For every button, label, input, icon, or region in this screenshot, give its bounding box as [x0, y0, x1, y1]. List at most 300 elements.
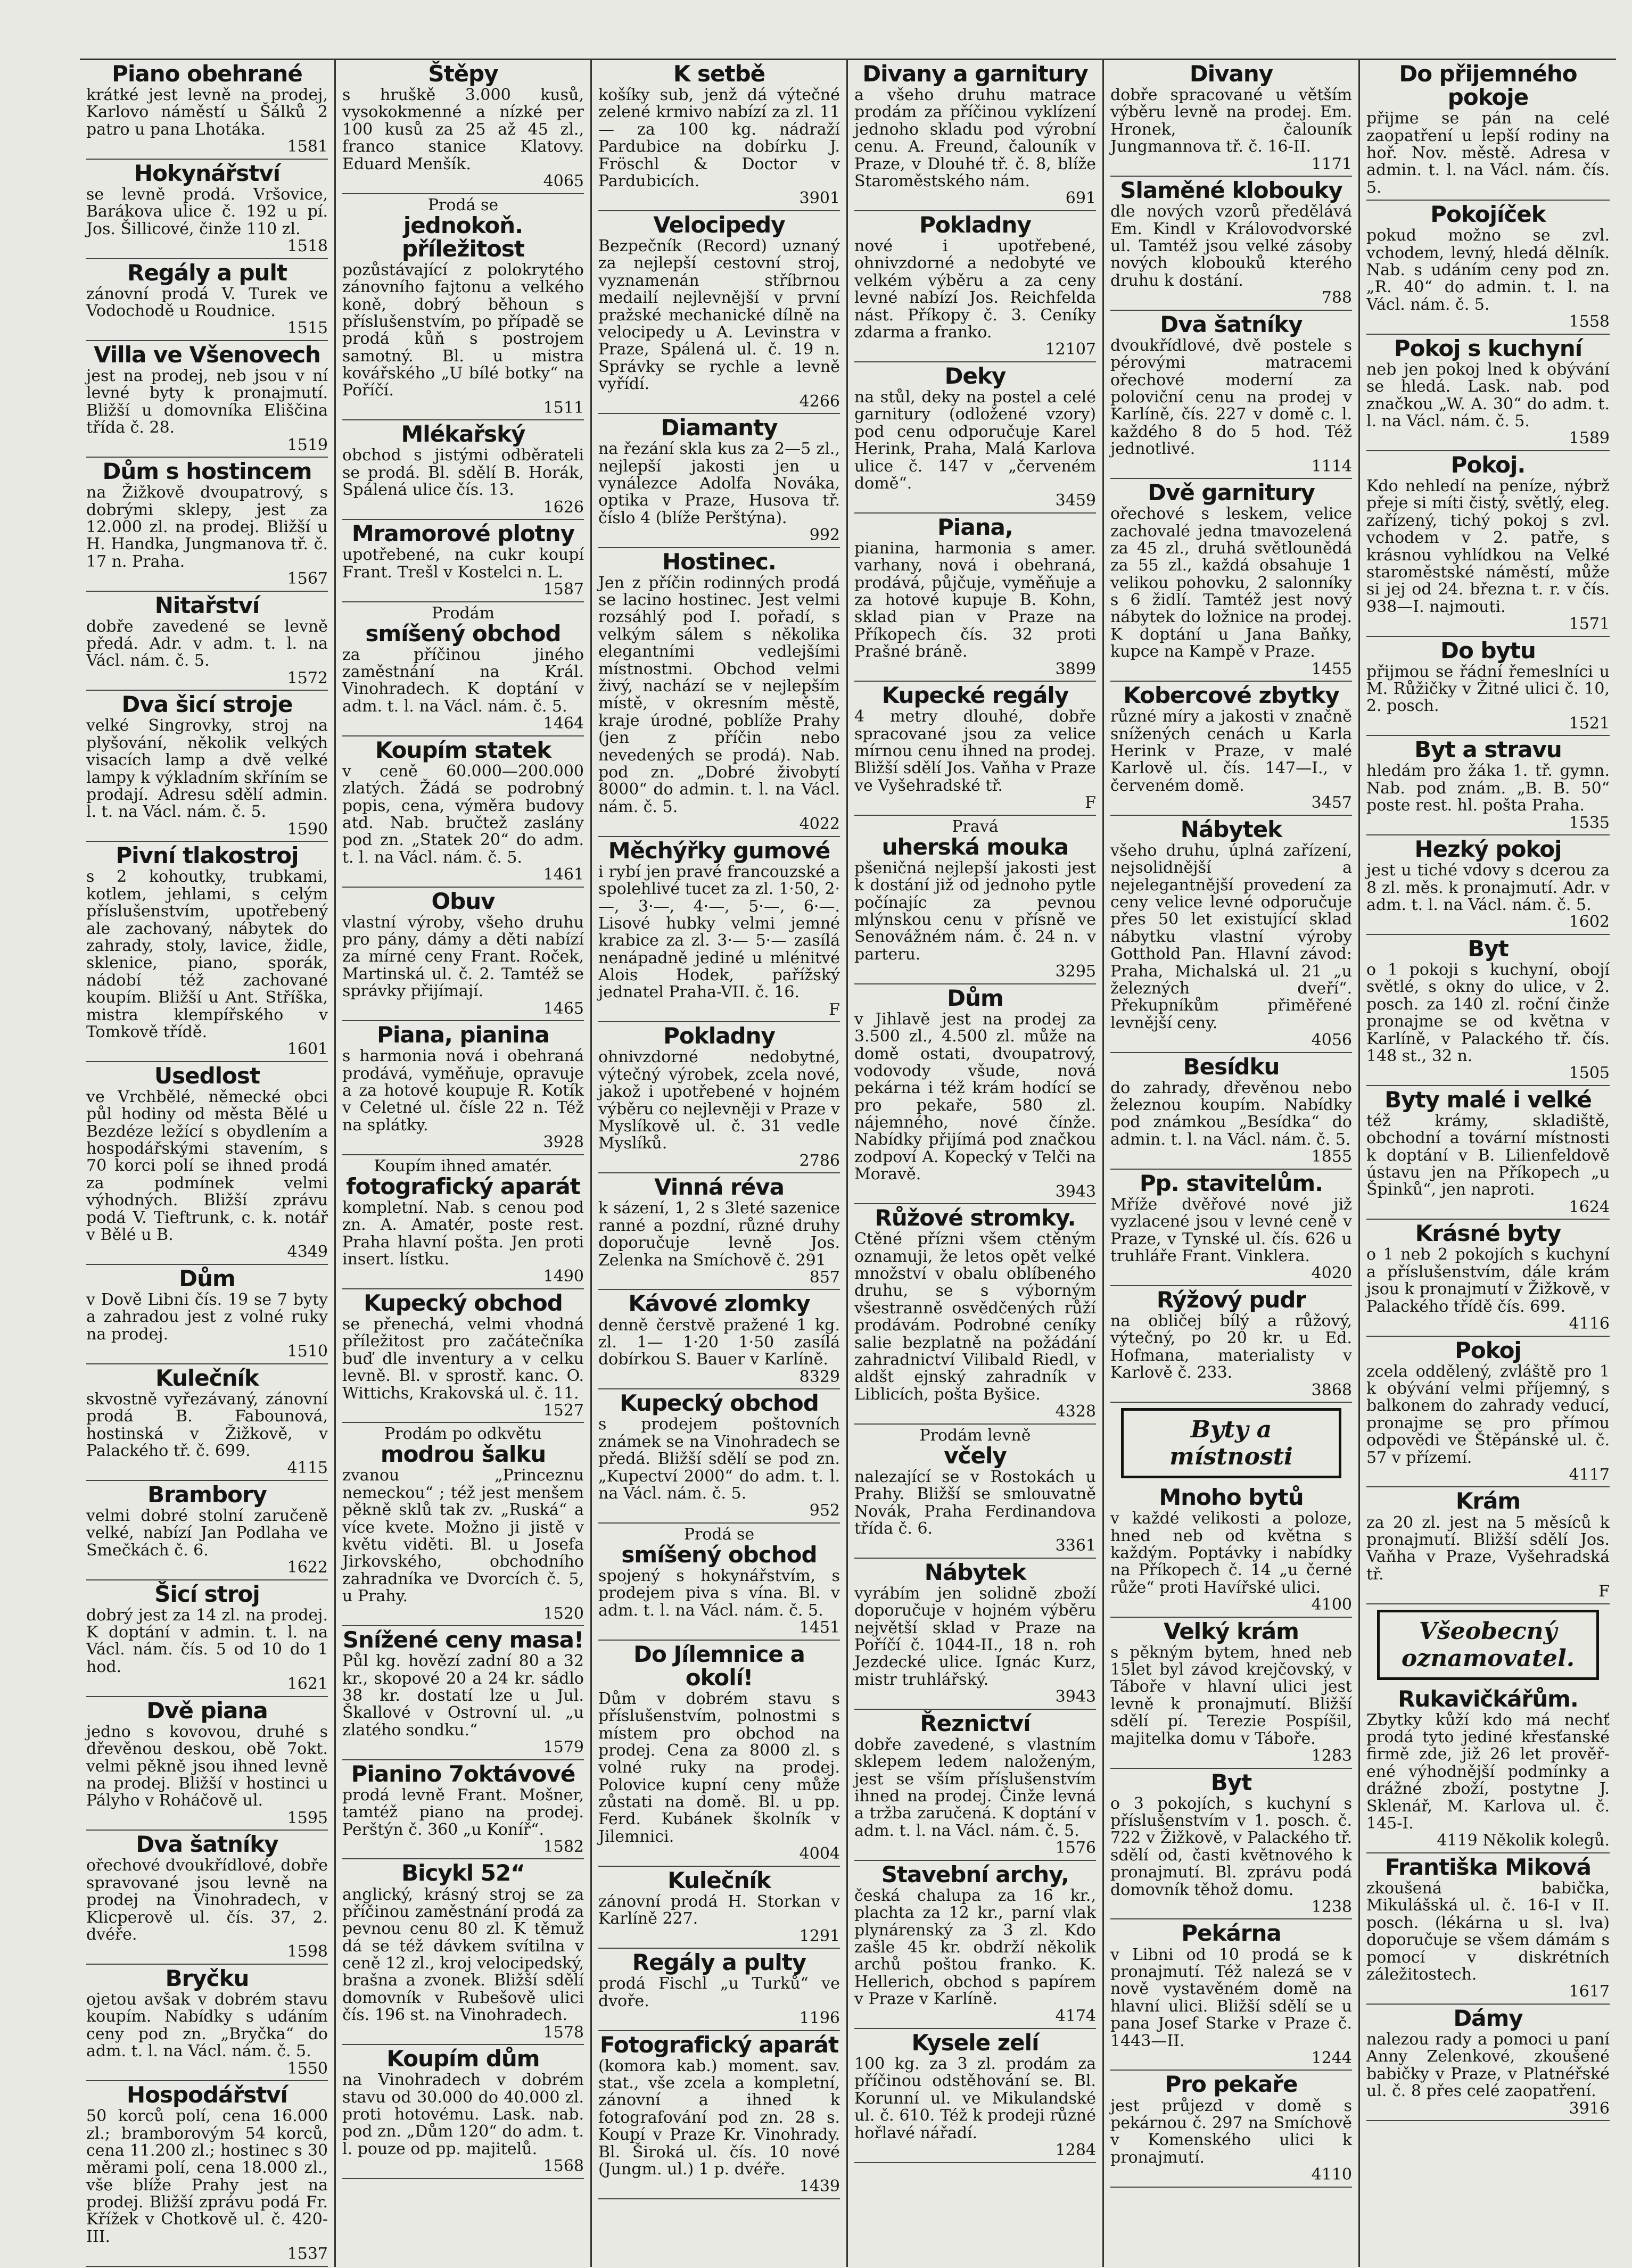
classified-ad [1366, 736, 1610, 835]
classified-ad [342, 2045, 584, 2179]
ad-title: Usedlost [154, 1062, 260, 1089]
ad-title: Brambory [147, 1481, 267, 1508]
classified-ad [1366, 1685, 1610, 1853]
ad-number: 3928 [543, 1133, 584, 1152]
ad-title: Krásné byty [1415, 1220, 1561, 1247]
ad-title: Kobercové zbytky [1123, 682, 1339, 709]
classified-ad [598, 1867, 840, 1949]
classified-ad [1366, 1487, 1610, 1604]
classified-ad [854, 362, 1096, 514]
ad-text: obchod s jistými odběrateli se prodá. Bl. sdělí B. Horák, Spálená ulice čís. 13. [342, 446, 584, 500]
ad-title: Byt [1468, 935, 1509, 962]
ad-text: Kdo nehledí na peníze, nýbrž přeje si míti čistý, světlý, eleg. zařízený, tichý pokoj s zvl. vchodem v 2. patře, s krásnou vyhlídkou na Velké staroměstské náměstí, může si jej od 24. března t. r. v čís. 938—I. najmouti. [1366, 476, 1610, 616]
ad-text: za příčinou jiného zaměstnání na Král. Vinohradech. K doptání v adm. t. l. na Václ. nám. č. 5. [342, 645, 584, 716]
classified-ad [598, 60, 840, 211]
classified-ad [342, 1626, 584, 1760]
ad-number: 3901 [799, 189, 840, 208]
ad-title: Nábytek [1180, 816, 1282, 842]
ad-text: pianina, harmonia s amer. varhany, nová i obehraná, prodává, půjčuje, vyměňuje a za hotové kupuje B. Kohn, sklad pian v Praze na Příkopech čís. 32 proti Prašné bráně. [854, 539, 1096, 661]
ad-text: ořechové s leskem, velice zachovalé jedna tmavozelená za 45 zl., druhá světlounědá za 55 zl., každá obsahuje 1 velikou pohovku, 2 salonníky s 6 židlí. Tamtéž jest nový nábytek do ložnice na prodej. K doptání u Jana Baňky, kupce na Kampě v Praze. [1110, 504, 1352, 661]
ad-number: 3295 [1055, 962, 1096, 981]
ad-title: Do Jílemnice a okolí! [633, 1641, 805, 1691]
classified-ad [1366, 1086, 1610, 1220]
ad-number: 3899 [1055, 659, 1096, 678]
classified-ad [854, 682, 1096, 816]
ad-text: Mříže dvěřové nové již vyzlacené jsou v levné ceně v Praze, v Tynské ul. čís. 626 u truhláře Frant. Vinklera. [1110, 1195, 1352, 1265]
ad-text: Jen z příčin rodinných prodá se lacino hostinec. Jest velmi rozsáhlý pod I. pořadí, s velkým sálem s několika elegantními vedlejšími místnostmi. Obchod velmi živý, nachází se v nejlepším místě, v okresním městě, kraje úrodné, poblíže Prahy (jen z příčin nebo nevedených se prodá). Nab. pod zn. „Dobré živobytí 8000“ do admin. t. l. na Václ. nám. č. 5. [598, 573, 840, 816]
classified-ad [854, 1710, 1096, 1861]
ad-number: 1490 [543, 1267, 584, 1286]
ad-title: Dvě piana [146, 1697, 268, 1724]
classified-ad [1110, 2071, 1352, 2187]
ad-number: 1283 [1311, 1746, 1352, 1766]
ad-number: 1622 [287, 1558, 328, 1577]
ad-number: 1576 [1055, 1839, 1096, 1858]
classified-ad [1110, 1618, 1352, 1769]
ad-number: 1621 [287, 1675, 328, 1694]
ad-title: Do bytu [1440, 637, 1536, 664]
ad-text: neb jen pokoj lned k obývání se hledá. Lask. nab. pod značkou „W. A. 30“ do adm. t. l. na Václ. nám. č. 5. [1366, 360, 1610, 431]
ad-title: Rukavičkářům. [1398, 1685, 1578, 1712]
ad-text: se přenechá, velmi vhodná příležitost pro začátečníka buď dle inventury a v celku levně. Bl. v sprostř. kanc. O. Wittichs, Krakovská ul. č. 11. [342, 1314, 584, 1403]
ad-title: Stavební archy, [881, 1861, 1069, 1888]
ad-number: 4349 [287, 1243, 328, 1262]
ad-number: 1572 [287, 668, 328, 688]
ad-title: Kávové zlomky [628, 1290, 810, 1317]
classified-ad [598, 414, 840, 548]
ad-text: v Jihlavě jest na prodej za 3.500 zl., 4.500 zl. může na domě ostati, dvoupatrový, vodovody všude, nová pekárna i též krám hodící se pro pekaře, 580 zl. nájemného, nové čínže. Nabídky přijímá pod značkou zodpoví A. Kopecký v Telči na Moravě. [854, 1009, 1096, 1184]
ad-number: 4022 [799, 815, 840, 834]
ad-title: Kysele zelí [911, 2029, 1039, 2056]
ad-text: pozůstávající z polokrytého zánovního fajtonu a velkého koně, dobrý běhoun s příslušenstvím, po případě se prodá kůň s postrojem samotný. Bl. u mistra kovářského „U bílé botky“ na Poříčí. [342, 260, 584, 400]
ad-title: Do přijemného pokoje [1399, 61, 1577, 111]
ad-text: do zahrady, dřevěnou nebo železnou koupím. Nabídky pod známkou „Besídka“ do admin. t. l. na Václ. nám. č. 5. [1110, 1078, 1352, 1149]
classified-ad [342, 602, 584, 736]
ad-text: s 2 kohoutky, trubkami, kotlem, jehlami, s celým příslušenstvím, upotřebený ale zachovaný, nábytek do zahrady, stoly, lavice, židle, sklenice, piano, sporák, nádobí též zachované koupím. Bližší u Ant. Stříška, mistra klempířského v Tomkově třídě. [86, 867, 328, 1041]
ad-title: Měchýřky gumové [608, 837, 830, 864]
ad-title: Nábytek [924, 1559, 1026, 1585]
ad-text: prodá levně Frant. Mošner, tamtéž piano na prodej. Perštýn č. 360 „u Koníř“. [342, 1785, 584, 1839]
ad-number: 1617 [1569, 1982, 1610, 2001]
ad-text: různé míry a jakosti v značně snížených cenách u Karla Herink v Praze, v malé Karlově ul. čís. 147—I., v červeném domě. [1110, 707, 1352, 795]
column-2 [336, 60, 592, 2267]
ad-text: 100 kg. za 3 zl. prodám za příčinou odstěhování se. Bl. Korunní ul. ve Mikulandské ul. č. 610. Též k prodeji různé hořlavé nářadí. [854, 2055, 1096, 2142]
classified-ad [598, 1290, 840, 1389]
ad-pretitle: Pravá [952, 817, 999, 836]
ad-title: Fotografický aparát [599, 2031, 839, 2058]
ad-title: jednokoň. příležitost [402, 212, 524, 262]
classified-ad [598, 2031, 840, 2199]
classified-ad [854, 1559, 1096, 1710]
classified-ad [854, 1861, 1096, 2029]
classified-ad [342, 1021, 584, 1155]
ad-text: nalezou rady a pomoci u paní Anny Zelenkové, zkoušené babičky v Praze, v Platnéřské ul. č. 8 přes celé zaopatření. [1366, 2030, 1610, 2101]
classified-ad [598, 1641, 840, 1867]
classified-ad [86, 341, 328, 458]
classified-ad [598, 1022, 840, 1173]
ad-number: 992 [809, 526, 840, 545]
ad-text: ve Vrchbělé, německé obci půl hodiny od města Bělé u Bezdéze ležící s obydlením a hospodářskými stavením, s 70 korci polí se ihned prodá za podmínek velmi výhodných. Bližší zprávu podá V. Tieftrunk, c. k. notář v Bělé u B. [86, 1087, 328, 1245]
ad-text: nalezající se v Rostokách u Prahy. Bližší se smlouvatně Novák, Praha Ferdinandova třída č. 6. [854, 1467, 1096, 1538]
ad-number: 1537 [287, 2245, 328, 2264]
ad-number: 1558 [1569, 312, 1610, 332]
classified-ad [598, 837, 840, 1023]
ad-title: Mnoho bytů [1159, 1484, 1304, 1511]
ad-title: Piano obehrané [112, 61, 302, 87]
classified-ad [86, 842, 328, 1062]
classified-columns [80, 59, 1616, 2264]
classified-ad [342, 1289, 584, 1423]
ad-pretitle: Prodám [431, 603, 495, 623]
ad-title: Dvě garnitury [1148, 479, 1315, 506]
classified-ad [854, 1425, 1096, 1559]
classified-ad [854, 984, 1096, 1205]
ad-number: 12107 [1045, 340, 1096, 359]
ad-text: vyrábím jen solidně zboží doporučuje v hojném výběru největší sklad v Praze na Poříčí č. 1044-II., 18 n. roh Jezdecké ulice. Ignác Kurz, mistr truhlářský. [854, 1584, 1096, 1689]
ad-text: dobře zavedené, s vlastním sklepem ledem naloženým, jest se vším příslušenstvím ihned na prodej. Činže levná a tržba zaručená. K doptání v adm. t. l. na Václ. nám. č. 5. [854, 1735, 1096, 1840]
ad-text: dvoukřídlové, dvě postele s pérovými matracemi ořechové moderní za poloviční cenu na prodej v Karlíně, čís. 227 v domě c. l. každého 8 do 5 hod. Též jednotlivé. [1110, 336, 1352, 459]
ad-title: Řeznictví [920, 1710, 1031, 1736]
ad-number: 3459 [1055, 491, 1096, 510]
ad-text: Půl kg. hovězí zadní 80 a 32 kr., skopové 20 a 24 kr. sádlo 38 kr. dostatí lze u Jul. Škallové v Ostrovní ul. „u zlatého sondku.“ [342, 1652, 584, 1740]
ad-number: 1579 [543, 1738, 584, 1757]
ad-text: o 3 pokojích, s kuchyní s příslušenstvím v 1. posch. č. 722 v Žižkově, v Palackého tř. sdělí od, časti květnového k pronajmutí. Bl. zprávu podá domovník těhož domu. [1110, 1794, 1352, 1899]
ad-number: 1510 [287, 1342, 328, 1361]
classified-ad [342, 60, 584, 194]
classified-ad [854, 211, 1096, 362]
ad-number: 1550 [287, 2059, 328, 2078]
ad-title: smíšený obchod [365, 620, 561, 647]
ad-text: se levně prodá. Vršovice, Barákova ulice č. 192 u pí. Jos. Šillicové, činže 110 zl. [86, 185, 328, 238]
classified-ad [854, 514, 1096, 682]
ad-number: 1590 [287, 820, 328, 839]
ad-title: Byty malé i velké [1384, 1086, 1592, 1113]
ad-number: 4116 [1569, 1314, 1610, 1333]
ad-title: Růžové stromky. [875, 1205, 1076, 1231]
ad-title: Snížené ceny masa! [342, 1627, 584, 1653]
classified-ad [1110, 1053, 1352, 1170]
classified-ad [86, 60, 328, 160]
classified-ad [86, 1965, 328, 2081]
classified-ad [1110, 1170, 1352, 1286]
ad-title: uherská mouka [881, 833, 1069, 860]
ad-title: Pokojíček [1430, 201, 1546, 228]
classified-ad [1110, 1286, 1352, 1403]
ad-number: 3943 [1055, 1687, 1096, 1707]
ad-number: 1244 [1311, 2048, 1352, 2067]
ad-number: 1595 [287, 1808, 328, 1827]
ad-number: F [1598, 1582, 1610, 1601]
ad-title: Koupím dům [386, 2046, 540, 2072]
ad-number: 788 [1321, 288, 1352, 308]
ad-title: Koupím statek [375, 736, 551, 763]
ad-text: s hruškě 3.000 kusů, vysokokmenné a nízké per 100 kusů za 25 až 45 zl., franco stanice Klatovy. Eduard Menšík. [342, 86, 584, 173]
ad-number: 1601 [287, 1040, 328, 1059]
ad-title: Divany [1189, 61, 1273, 87]
ad-text: s pěkným bytem, hned neb 15let byl závod krejčovský, v Táboře v hlavní ulici jest levně k pronajmutí. Bližší sdělí pí. Terezie Pospíšil, majitelka domu v Táboře. [1110, 1643, 1352, 1748]
ad-title: smíšený obchod [621, 1541, 817, 1568]
ad-text: o 1 pokoji s kuchyní, obojí světlé, s okny do ulice, v 2. posch. za 140 zl. roční činže pronajme se od května v Karlíně, v Palackého tř. čís. 148 st., 32 n. [1366, 960, 1610, 1065]
ad-title: Dům s hostincem [102, 458, 312, 485]
classified-ad [1110, 816, 1352, 1053]
ad-title: Pokladny [663, 1023, 775, 1049]
ad-title: modrou šalku [380, 1441, 546, 1468]
ad-number: 691 [1065, 189, 1096, 208]
ad-text: též krámy, skladiště, obchodní a tovární místnosti k doptání v B. Lilienfeldově ústavu jen na Příkopech „u Špinků“, jen naproti. [1366, 1111, 1610, 1199]
ad-number: 3916 [1569, 2099, 1610, 2118]
ad-text: velké Singrovky, stroj na plyšování, několik velkých visacích lamp a dvě velké lampy k výkladním skříním se prodají. Adresu sdělí admin. l. t. na Václ. nám. č. 5. [86, 716, 328, 822]
column-3 [592, 60, 848, 2267]
ad-number: 4174 [1055, 2007, 1096, 2026]
classified-ad [1110, 177, 1352, 311]
classified-ad [1110, 60, 1352, 177]
classified-ad [598, 1389, 840, 1524]
ad-text: jest na prodej, neb jsou v ní levné byty k pronajmutí. Bližší u domovníka Eliščina třída č. 28. [86, 367, 328, 437]
ad-title: Pianino 7oktávové [351, 1760, 575, 1787]
ad-number: 1518 [287, 237, 328, 256]
ad-title: Piana, pianina [377, 1022, 549, 1048]
ad-title: fotografický aparát [346, 1173, 580, 1199]
ad-number: 1455 [1311, 659, 1352, 678]
ad-text: košíky sub, jenž dá výtečné zelené krmivo nabízí za zl. 11— za 100 kg. nádraží Pardubice na dobírku J. Fröschl & Doctor v Pardubicích. [598, 86, 840, 191]
ad-text: k sázení, 1, 2 s 3leté sazenice ranné a pozdní, různé druhy doporučuje levně Jos. Zelenka na Smíchově č. 291 [598, 1199, 840, 1270]
ad-text: Bezpečník (Record) uznaný za nejlepší cestovní stroj, vyznamenán stříbrnou medailí nejlevnější v první pražské mechanické dílně na velocipedy u A. Levinstra v Praze, Spálená ul. č. 19 n. Správky se rychle a levně vyřídí. [598, 237, 840, 394]
ad-text: s harmonia nová i obehraná prodává, vyměňuje, opravuje a za hotové koupuje R. Kotík v Celetné ul. čísle 22 n. Též na splátky. [342, 1047, 584, 1135]
ad-title: Šicí stroj [154, 1580, 260, 1607]
classified-ad [86, 592, 328, 691]
ad-text: dobře spracované u větším výběru levně na prodej. Em. Hronek, čalouník Jungmannova tř. č. 16-II. [1110, 86, 1352, 156]
ad-number: 1439 [799, 2177, 840, 2196]
ad-number: 857 [809, 1268, 840, 1287]
ad-number: 1521 [1569, 714, 1610, 733]
ad-title: Pivní tlakostroj [116, 842, 299, 869]
ad-text: anglický, krásný stroj se za příčinou zaměstnání prodá za pevnou cenu 80 zl. K těmuž dá se též dávkem svítilna v ceně 12 zl., kroj velocipedský, brašna a zvonek. Bližší sdělí domovník v Rubešově ulici čís. 196 st. na Vinohradech. [342, 1885, 584, 2025]
ad-number: 1515 [287, 319, 328, 338]
ad-text: přijmou se řádní řemeslníci u M. Růžičky v Žitné ulici č. 10, 2. posch. [1366, 662, 1610, 716]
ad-text: (komora kab.) moment. sav. stat., vše zcela a kompletní, zánovní a ihned k fotografování pod zn. 28 s. Koupí v Praze Kr. Vinohrady. Bl. Široká ul. čís. 10 nové (Jungm. ul.) 1 p. dvéře. [598, 2056, 840, 2179]
ad-number: 1527 [543, 1401, 584, 1420]
ad-title: Mramorové plotny [351, 520, 575, 547]
ad-text: zcela oddělený, zvláště pro 1 k obývání velmi příjemný, s balkonem do zahrady veducí, pronajme se pro přímou odpovědi ve Štěpánské ul. č. 57 v přízemí. [1366, 1362, 1610, 1467]
ad-title: Krám [1455, 1488, 1521, 1514]
ad-number: 4328 [1055, 1402, 1096, 1421]
ad-title: Slaměné klobouky [1120, 177, 1342, 204]
classified-ad [86, 160, 328, 259]
classified-ad [86, 1481, 328, 1580]
classified-ad [342, 1423, 584, 1626]
ad-number: 1519 [287, 435, 328, 454]
ad-number: 1465 [543, 999, 584, 1018]
ad-text: jest u tiché vdovy s dcerou za 8 zl. měs. k pronajmutí. Adr. v adm. t. l. na Václ. nám. č. 5. [1366, 861, 1610, 914]
classified-ad [1366, 201, 1610, 335]
section-box: Všeobecný oznamovatel. [1377, 1610, 1599, 1680]
ad-title: Regály a pult [127, 259, 287, 286]
ad-text: Dům v dobrém stavu s příslušenstvím, polnostmi s místem pro obchod na prodej. Cena za 8000 zl. s volné ruky na prodej. Polovice kupní ceny může zůstati na domě. Bl. u pp. Ferd. Kubánek školník v Jilemnici. [598, 1689, 840, 1846]
classified-ad [342, 520, 584, 602]
ad-text: o 1 neb 2 pokojích s kuchyní a příslušenstvím, dále krám jsou k pronajmutí v Žižkově, v Palackého třídě čís. 699. [1366, 1245, 1610, 1316]
classified-ad [1366, 835, 1610, 935]
classified-ad [86, 1364, 328, 1481]
section-box: Byty a místnosti [1121, 1408, 1341, 1478]
ad-title: Pokoj s kuchyní [1394, 335, 1582, 361]
ad-text: pokud možno se zvl. vchodem, levný, hledá dělník. Nab. s udáním ceny pod zn. „R. 40“ do admin. t. l. na Václ. nám. č. 5. [1366, 226, 1610, 314]
classified-ad [1366, 1337, 1610, 1488]
ad-title: Pokoj. [1450, 451, 1526, 478]
classified-ad [86, 1831, 328, 1965]
column-1 [80, 60, 336, 2267]
ad-title: Kupecké regály [881, 682, 1069, 709]
ad-text: zkoušená babička, Mikulášská ul. č. 16-I v II. posch. (lékárna u sl. lva) doporučuje se všem dámám s pomocí v diskrétních záležitostech. [1366, 1879, 1610, 1984]
ad-title: Obuv [431, 888, 495, 914]
classified-ad [1110, 1484, 1352, 1618]
ad-text: upotřebené, na cukr koupí Frant. Trešl v Kostelci n. L. [342, 545, 584, 582]
ad-text: v Dově Libni čís. 19 se 7 byty a zahradou jest z volné ruky na prodej. [86, 1290, 328, 1344]
ad-text: hledám pro žáka 1. tř. gymn. Nab. pod znám. „B. B. 50“ poste rest. hl. pošta Praha. [1366, 761, 1610, 815]
classified-ad [598, 1173, 840, 1290]
ad-number: 1535 [1569, 813, 1610, 832]
ad-number: 1581 [287, 137, 328, 156]
ad-number: 1171 [1311, 154, 1352, 173]
ad-number: 3361 [1055, 1536, 1096, 1555]
classified-ad [1110, 1919, 1352, 2071]
ad-title: Diamanty [661, 415, 778, 441]
ad-number: 4100 [1311, 1595, 1352, 1615]
classified-ad [86, 259, 328, 341]
ad-number: 1582 [543, 1837, 584, 1856]
ad-number: 1626 [543, 498, 584, 517]
classified-ad [86, 1062, 328, 1265]
column-5 [1104, 60, 1360, 2267]
ad-number: 1505 [1569, 1064, 1610, 1083]
classified-ad [1366, 1853, 1610, 2005]
ad-number: F [829, 1000, 840, 1019]
ad-text: skvostně vyřezávaný, zánovní prodá B. Fabounová, hostinská v Žižkově, v Palackého tř. č. 699. [86, 1389, 328, 1460]
ad-text: česká chalupa za 16 kr., plachta za 12 kr., parní vlak plynárenský za 3 zl. Kdo zašle 45 kr. obdrží několik archů poštou franko. K. Hellerich, obchod s papírem v Praze v Karlíně. [854, 1886, 1096, 2009]
ad-number: 4119 Několik kolegů. [1437, 1831, 1610, 1850]
ad-text: ořechové dvoukřídlové, dobře spravované jsou levně na prodej na Vinohradech, v Klicperově ul. čís. 37, 2. dvéře. [86, 1856, 328, 1944]
ad-text: Ctěné přízni všem ctěným oznamuji, že letos opět velké množství v obalu oblíbeného druhu, se s výborným všestranně osvědčených růží prodávám. Podrobné ceníky salie bezplatně na požádání zahradnictví Vilibald Riedl, v aldšt ejnský zahradník v Liblicích, pošta Byšice. [854, 1230, 1096, 1404]
ad-number: 4020 [1311, 1264, 1352, 1283]
ad-number: 952 [809, 1501, 840, 1520]
classified-ad [1366, 451, 1610, 637]
ad-text: v ceně 60.000—200.000 zlatých. Žádá se podrobný popis, cena, výměra budovy atd. Nab. bručtež zaslány pod zn. „Statek 20“ do adm. t. l. na Václ. nám. č. 5. [342, 761, 584, 867]
ad-number: 1520 [543, 1604, 584, 1623]
ad-number: 4266 [799, 392, 840, 411]
ad-pretitle: Prodá se [683, 1525, 755, 1544]
classified-ad [1366, 935, 1610, 1086]
ad-pretitle: Prodá se [427, 195, 499, 214]
classified-ad [86, 691, 328, 842]
ad-text: denně čerstvě pražené 1 kg. zl. 1— 1·20 1·50 zasílá dobírkou S. Bauer v Karlíně. [598, 1315, 840, 1369]
ad-number: F [1085, 793, 1096, 813]
ad-title: Rýžový pudr [1156, 1286, 1306, 1313]
classified-ad [1110, 479, 1352, 682]
ad-number: 1568 [543, 2157, 584, 2176]
ad-title: K setbě [673, 61, 765, 87]
ad-text: ohnivzdorné nedobytné, výtečný výrobek, zcela nové, jakož i upotřebené v hojném výběru co nejlevněji v Praze v Myslíkově ul. č. 31 vedle Myslíků. [598, 1048, 840, 1153]
ad-pretitle: Prodám po odkvětu [384, 1425, 542, 1444]
ad-text: vlastní výroby, všeho druhu pro pány, dámy a děti nabízí za mírné ceny Frant. Roček, Martinská ul. č. 2. Tamtéž se správky přijímají. [342, 913, 584, 1001]
ad-text: nové i upotřebené, ohnivzdorné a nedobyté ve velkém výběru a za ceny levné nabízí Jos. Reichfelda nást. Příkopy č. 3. Ceníky zdarma a franko. [854, 237, 1096, 342]
classified-ad [1366, 335, 1610, 451]
ad-text: Zbytky kůží kdo má nechť prodá tyto jediné křesťanské firmě zde, již 26 let prověřené výhodnější podmínky a drážné zboží, postytne J. Sklenář, M. Karlova ul. č. 145-I. [1366, 1710, 1610, 1833]
ad-number: 1598 [287, 1942, 328, 1961]
classified-ad [86, 458, 328, 592]
ad-title: Kupecký obchod [620, 1390, 819, 1417]
ad-title: Deky [944, 362, 1006, 389]
classified-ad [86, 2081, 328, 2267]
ad-title: Kulečník [155, 1364, 259, 1391]
classified-ad [1366, 637, 1610, 736]
ad-number: 4110 [1311, 2165, 1352, 2184]
classified-ad [1110, 682, 1352, 816]
ad-number: 1589 [1569, 429, 1610, 448]
ad-title: Mlékařský [401, 421, 525, 448]
ad-title: Regály a pulty [632, 1949, 806, 1976]
ad-number: 4065 [543, 172, 584, 191]
ad-pretitle: Prodám levně [919, 1426, 1031, 1445]
ad-number: 4117 [1569, 1465, 1610, 1484]
ad-text: krátké jest levně na prodej, Karlovo náměstí u Šálků 2 patro u pana Lhotáka. [86, 86, 328, 139]
ad-number: 1602 [1569, 913, 1610, 932]
classified-ad [1110, 311, 1352, 479]
classified-ad [342, 194, 584, 421]
ad-title: Štěpy [428, 61, 498, 87]
column-6 [1360, 60, 1616, 2267]
ad-title: Pokoj [1455, 1337, 1521, 1363]
ad-title: Františka Miková [1385, 1853, 1591, 1880]
column-4 [848, 60, 1104, 2267]
classified-ad [1366, 1220, 1610, 1336]
ad-title: Piana, [937, 514, 1013, 540]
ad-text: s prodejem poštovních známek se na Vinohradech se předá. Bližší sdělí se pod zn. „Kupectví 2000“ do adm. t. l. na Václ. nám. č. 5. [598, 1415, 840, 1503]
ad-number: 3457 [1311, 793, 1352, 813]
ad-number: 1587 [543, 580, 584, 599]
ad-title: Dům [179, 1265, 235, 1292]
ad-text: zvanou „Princeznu nemeckou“ ; též jest menšem pěkně sklů tak zv. „Ruská“ a více kvete. Možno ji jistě v květu viděti. Bl. u Josefa Jirkovského, obchodního zahradníka ve Dvorcích č. 5, u Prahy. [342, 1466, 584, 1606]
ad-text: 50 korců polí, cena 16.000 zl.; bramborovým 54 korců, cena 11.200 zl.; hostinec s 30 měrami polí, cena 18.000 zl., vše blíže Prahy jest na prodej. Bližší zprávu podá Fr. Křížek v Chotkově ul. č. 420-III. [86, 2107, 328, 2246]
ad-text: spojený s hokynářstvím, s prodejem piva s vína. Bl. v adm. t. l. na Václ. nám. č. 5. [598, 1566, 840, 1620]
ad-pretitle: Koupím ihned amatér. [374, 1156, 553, 1176]
ad-text: jest průjezd v domě s pekárnou č. 297 na Smíchově v Komenského ulici k pronajmutí. [1110, 2096, 1352, 2167]
classified-ad [86, 1697, 328, 1831]
ad-title: Hostinec. [662, 548, 776, 575]
ad-title: Dva šatníky [136, 1831, 278, 1858]
ad-text: na stůl, deky na postel a celé garnitury (odložené vzory) pod cenu odporučuje Karel Herink, Praha, Malá Karlova ulice č. 147 v „červeném domě“. [854, 387, 1096, 493]
ad-title: Hokynářství [134, 160, 281, 186]
ad-title: Kulečník [667, 1867, 771, 1893]
ad-title: Velocipedy [653, 211, 785, 238]
ad-title: Pekárna [1181, 1920, 1281, 1947]
ad-title: Dámy [1453, 2005, 1523, 2031]
classified-ad [854, 2029, 1096, 2163]
classified-ad [854, 1204, 1096, 1425]
ad-text: jedno s kovovou, druhé s dřevěnou deskou, obě 7okt. velmi pěkně jsou ihned levně na prodej. Bližší v hostinci u Pályho v Roháčově ul. [86, 1722, 328, 1810]
ad-title: Dva šicí stroje [121, 691, 293, 718]
ad-number: 1855 [1311, 1147, 1352, 1166]
ad-text: za 20 zl. jest na 5 měsíců k pronajmutí. Bližší sdělí Jos. Vaňha v Praze, Vyšehradská tř. [1366, 1513, 1610, 1584]
ad-number: 8329 [799, 1367, 840, 1386]
classified-ad [342, 888, 584, 1022]
ad-title: Pokladny [919, 211, 1031, 238]
ad-number: 2786 [799, 1151, 840, 1170]
ad-number: 1196 [799, 2009, 840, 2027]
ad-text: velmi dobré stolní zaručeně velké, nabízí Jan Podlaha ve Smečkách č. 6. [86, 1506, 328, 1560]
ad-number: 1461 [543, 865, 584, 884]
classified-ad [854, 816, 1096, 984]
classified-ad [1366, 60, 1610, 201]
classified-ad [86, 1265, 328, 1364]
